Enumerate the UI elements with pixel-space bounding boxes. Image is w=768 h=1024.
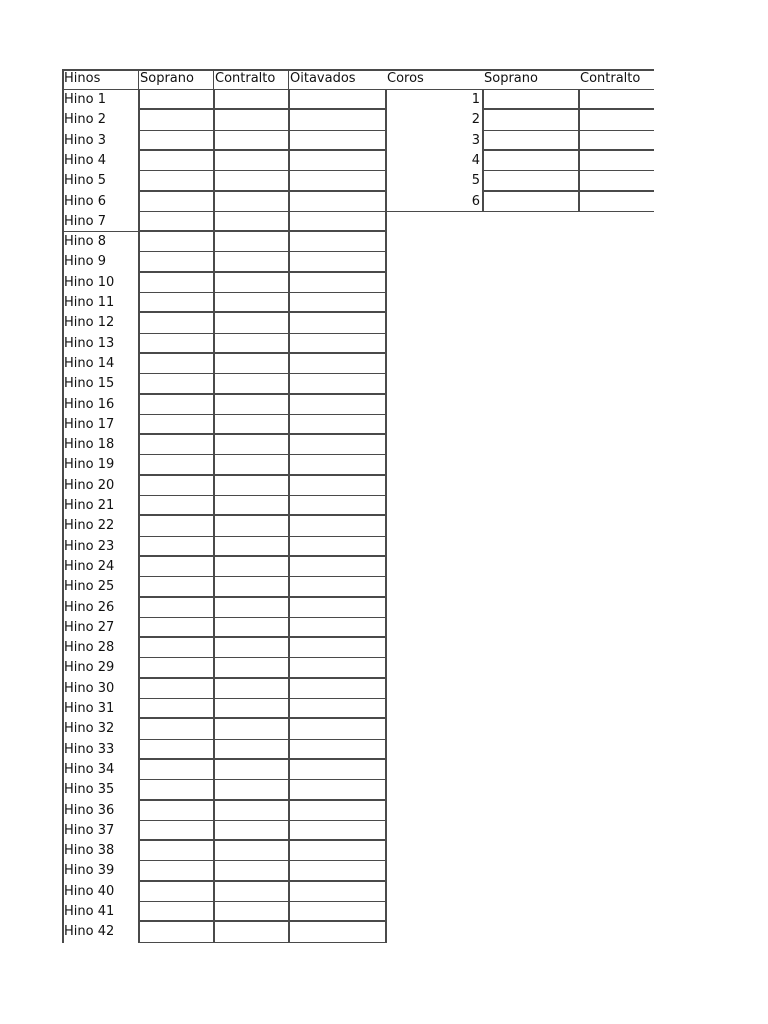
hino-contralto-cell[interactable] [213, 192, 288, 212]
hino-contralto-cell[interactable] [213, 374, 288, 394]
hino-soprano-cell[interactable] [138, 313, 213, 333]
hino-label: Hino 15 [64, 376, 115, 392]
hino-soprano-cell[interactable] [138, 212, 213, 232]
hino-oitavados-cell[interactable] [288, 131, 385, 151]
hino-contralto-cell[interactable] [213, 719, 288, 739]
hino-oitavados-cell[interactable] [288, 557, 385, 577]
hino-contralto-cell[interactable] [213, 638, 288, 658]
hino-contralto-cell[interactable] [213, 679, 288, 699]
coro-number: 1 [471, 92, 480, 107]
coro-number: 2 [471, 112, 480, 128]
hino-oitavados-cell[interactable] [288, 719, 385, 739]
hino-soprano-cell[interactable] [138, 252, 213, 272]
hino-oitavados-cell[interactable] [288, 577, 385, 597]
hino-label: Hino 11 [64, 295, 115, 310]
hino-label: Hino 34 [64, 761, 115, 777]
hino-soprano-cell[interactable] [138, 537, 213, 557]
hino-soprano-cell[interactable] [138, 374, 213, 394]
hino-contralto-cell[interactable] [213, 537, 288, 557]
hino-soprano-cell[interactable] [138, 476, 213, 496]
hino-contralto-cell[interactable] [213, 151, 288, 171]
hino-contralto-cell[interactable] [213, 415, 288, 435]
coro-number: 3 [471, 132, 480, 148]
hino-oitavados-cell[interactable] [288, 110, 385, 130]
hino-soprano-cell[interactable] [138, 171, 213, 191]
hino-contralto-cell[interactable] [213, 476, 288, 496]
hino-oitavados-cell[interactable] [288, 171, 385, 191]
hino-oitavados-cell[interactable] [288, 780, 385, 800]
hino-contralto-cell[interactable] [213, 273, 288, 293]
hino-label: Hino 38 [64, 843, 115, 859]
hino-label: Hino 42 [64, 924, 115, 940]
coro-contralto-cell[interactable] [578, 131, 654, 151]
hino-oitavados-cell[interactable] [288, 293, 385, 313]
hino-contralto-cell[interactable] [213, 395, 288, 415]
header-top-border [62, 69, 654, 71]
coros-header-2: Contralto [580, 71, 641, 86]
hino-oitavados-cell[interactable] [288, 882, 385, 902]
hino-oitavados-cell[interactable] [288, 313, 385, 333]
hino-contralto-cell[interactable] [213, 232, 288, 252]
hino-soprano-cell[interactable] [138, 577, 213, 597]
hino-soprano-cell[interactable] [138, 780, 213, 800]
hino-oitavados-cell[interactable] [288, 618, 385, 638]
hino-contralto-cell[interactable] [213, 334, 288, 354]
hinos-header-sep-2 [213, 69, 214, 90]
hino-contralto-cell[interactable] [213, 455, 288, 475]
coro-contralto-cell[interactable] [578, 192, 654, 212]
hino-soprano-cell[interactable] [138, 90, 213, 110]
hino-oitavados-cell[interactable] [288, 192, 385, 212]
hino-oitavados-cell[interactable] [288, 496, 385, 516]
hino-label: Hino 4 [64, 152, 106, 168]
hino-soprano-cell[interactable] [138, 293, 213, 313]
hino-soprano-cell[interactable] [138, 719, 213, 739]
hino-contralto-cell[interactable] [213, 110, 288, 130]
coro-soprano-cell[interactable] [482, 131, 578, 151]
hinos-header-3: Oitavados [290, 71, 356, 86]
hino-oitavados-cell[interactable] [288, 273, 385, 293]
hino-oitavados-cell[interactable] [288, 476, 385, 496]
hino-oitavados-cell[interactable] [288, 760, 385, 780]
spreadsheet [62, 69, 654, 947]
coros-header-1: Soprano [484, 71, 538, 86]
hino-contralto-cell[interactable] [213, 658, 288, 678]
hino-label: Hino 40 [64, 883, 115, 899]
hino-label: Hino 41 [64, 904, 115, 919]
hino-oitavados-cell[interactable] [288, 90, 385, 110]
hino-soprano-cell[interactable] [138, 679, 213, 699]
coro-number: 5 [471, 173, 480, 189]
hino-oitavados-cell[interactable] [288, 658, 385, 678]
hino-oitavados-cell[interactable] [288, 902, 385, 922]
hino-soprano-cell[interactable] [138, 882, 213, 902]
coros-bottom-border [385, 211, 654, 212]
hino-label: Hino 13 [64, 335, 115, 351]
hino-soprano-cell[interactable] [138, 699, 213, 719]
hino-label: Hino 9 [64, 254, 106, 270]
hino-contralto-cell[interactable] [213, 354, 288, 374]
hino-soprano-cell[interactable] [138, 334, 213, 354]
hino-soprano-cell[interactable] [138, 395, 213, 415]
coros-header-0: Coros [387, 71, 424, 86]
hino-label: Hino 32 [64, 721, 115, 737]
coro-soprano-cell[interactable] [482, 151, 578, 171]
hino-label: Hino 3 [64, 132, 106, 148]
hino-contralto-cell[interactable] [213, 801, 288, 821]
hino-contralto-cell[interactable] [213, 212, 288, 232]
hino-label: Hino 20 [64, 477, 115, 493]
hinos-row-border [138, 942, 387, 943]
hino-label: Hino 28 [64, 640, 115, 656]
hino-label: Hino 5 [64, 173, 106, 189]
hino-oitavados-cell[interactable] [288, 598, 385, 618]
hino-soprano-cell[interactable] [138, 821, 213, 841]
hino-oitavados-cell[interactable] [288, 334, 385, 354]
hino-soprano-cell[interactable] [138, 658, 213, 678]
hino-oitavados-cell[interactable] [288, 861, 385, 881]
coro-contralto-cell[interactable] [578, 151, 654, 171]
hino-oitavados-cell[interactable] [288, 537, 385, 557]
hino-oitavados-cell[interactable] [288, 212, 385, 232]
hino-soprano-cell[interactable] [138, 455, 213, 475]
hino-soprano-cell[interactable] [138, 151, 213, 171]
hino-soprano-cell[interactable] [138, 902, 213, 922]
hino-contralto-cell[interactable] [213, 131, 288, 151]
hino-oitavados-cell[interactable] [288, 679, 385, 699]
hino-oitavados-cell[interactable] [288, 740, 385, 760]
hino-label: Hino 19 [64, 457, 115, 473]
hino-soprano-cell[interactable] [138, 110, 213, 130]
hino-soprano-cell[interactable] [138, 618, 213, 638]
hino-label: Hino 37 [64, 822, 115, 838]
hinos-header-1: Soprano [140, 71, 194, 86]
hino-label: Hino 22 [64, 518, 115, 534]
hino-label: Hino 31 [64, 701, 115, 716]
hino-oitavados-cell[interactable] [288, 801, 385, 821]
hino-label: Hino 2 [64, 112, 106, 128]
hino-label: Hino 39 [64, 863, 115, 879]
hino-contralto-cell[interactable] [213, 902, 288, 922]
hino-contralto-cell[interactable] [213, 557, 288, 577]
hino-oitavados-cell[interactable] [288, 699, 385, 719]
coro-contralto-cell[interactable] [578, 110, 654, 130]
hino-soprano-cell[interactable] [138, 435, 213, 455]
hino-contralto-cell[interactable] [213, 435, 288, 455]
hino-soprano-cell[interactable] [138, 598, 213, 618]
hino-oitavados-cell[interactable] [288, 232, 385, 252]
hino-contralto-cell[interactable] [213, 882, 288, 902]
hino-soprano-cell[interactable] [138, 232, 213, 252]
hino-label: Hino 1 [64, 92, 106, 107]
hino-soprano-cell[interactable] [138, 496, 213, 516]
coro-soprano-cell[interactable] [482, 110, 578, 130]
hino-label: Hino 23 [64, 538, 115, 554]
hino-contralto-cell[interactable] [213, 780, 288, 800]
hino-soprano-cell[interactable] [138, 415, 213, 435]
hino-contralto-cell[interactable] [213, 171, 288, 191]
hino-oitavados-cell[interactable] [288, 922, 385, 942]
hinos-col-e [385, 90, 387, 943]
hino-contralto-cell[interactable] [213, 293, 288, 313]
hino-contralto-cell[interactable] [213, 516, 288, 536]
hino-oitavados-cell[interactable] [288, 415, 385, 435]
hino-soprano-cell[interactable] [138, 354, 213, 374]
hino-oitavados-cell[interactable] [288, 516, 385, 536]
hino-contralto-cell[interactable] [213, 90, 288, 110]
hino-contralto-cell[interactable] [213, 841, 288, 861]
hino-label: Hino 29 [64, 660, 115, 676]
hino-soprano-cell[interactable] [138, 638, 213, 658]
hino-label: Hino 26 [64, 599, 115, 615]
hino-oitavados-cell[interactable] [288, 151, 385, 171]
hino-label: Hino 14 [64, 355, 115, 371]
hino-contralto-cell[interactable] [213, 922, 288, 942]
coro-soprano-cell[interactable] [482, 171, 578, 191]
coro-contralto-cell[interactable] [578, 171, 654, 191]
hinos-header-0: Hinos [64, 71, 101, 86]
hinos-header-sep-1 [138, 69, 139, 90]
hino-label: Hino 10 [64, 274, 115, 290]
hino-oitavados-cell[interactable] [288, 638, 385, 658]
hino-label: Hino 16 [64, 396, 115, 412]
hino-soprano-cell[interactable] [138, 861, 213, 881]
hinos-header-2: Contralto [215, 71, 276, 86]
hino-label: Hino 18 [64, 437, 115, 453]
coro-contralto-cell[interactable] [578, 90, 654, 110]
hino-label: Hino 36 [64, 802, 115, 818]
hinos-header-sep-3 [288, 69, 289, 90]
hino-oitavados-cell[interactable] [288, 435, 385, 455]
hino-oitavados-cell[interactable] [288, 354, 385, 374]
hino-oitavados-cell[interactable] [288, 841, 385, 861]
hino-contralto-cell[interactable] [213, 577, 288, 597]
hino-soprano-cell[interactable] [138, 841, 213, 861]
hino-contralto-cell[interactable] [213, 760, 288, 780]
hino-contralto-cell[interactable] [213, 598, 288, 618]
hino-label: Hino 17 [64, 416, 115, 432]
hino-oitavados-cell[interactable] [288, 821, 385, 841]
hino-contralto-cell[interactable] [213, 740, 288, 760]
hino-oitavados-cell[interactable] [288, 252, 385, 272]
hino-contralto-cell[interactable] [213, 313, 288, 333]
hino-soprano-cell[interactable] [138, 516, 213, 536]
hino-soprano-cell[interactable] [138, 273, 213, 293]
coro-number: 6 [471, 193, 480, 209]
hino-label: Hino 33 [64, 741, 115, 757]
hino-label: Hino 35 [64, 782, 115, 798]
hino-soprano-cell[interactable] [138, 922, 213, 942]
hino-contralto-cell[interactable] [213, 821, 288, 841]
hino-soprano-cell[interactable] [138, 740, 213, 760]
hino-contralto-cell[interactable] [213, 861, 288, 881]
hino-label: Hino 25 [64, 579, 115, 595]
hino-contralto-cell[interactable] [213, 252, 288, 272]
hino-oitavados-cell[interactable] [288, 395, 385, 415]
hino-label: Hino 30 [64, 680, 115, 696]
hino-soprano-cell[interactable] [138, 131, 213, 151]
hino-oitavados-cell[interactable] [288, 455, 385, 475]
hino-contralto-cell[interactable] [213, 496, 288, 516]
hino7-separator [62, 231, 138, 232]
coro-soprano-cell[interactable] [482, 90, 578, 110]
hino-label: Hino 24 [64, 558, 115, 574]
hino-label: Hino 27 [64, 619, 115, 635]
hino-soprano-cell[interactable] [138, 557, 213, 577]
hino-contralto-cell[interactable] [213, 699, 288, 719]
hino-label: Hino 21 [64, 498, 115, 513]
hino-soprano-cell[interactable] [138, 760, 213, 780]
coro-number: 4 [471, 152, 480, 168]
coro-soprano-cell[interactable] [482, 192, 578, 212]
hino-contralto-cell[interactable] [213, 618, 288, 638]
hino-soprano-cell[interactable] [138, 801, 213, 821]
hino-oitavados-cell[interactable] [288, 374, 385, 394]
hino-label: Hino 8 [64, 234, 106, 250]
hino-label: Hino 6 [64, 193, 106, 209]
hino-soprano-cell[interactable] [138, 192, 213, 212]
hino-label: Hino 7 [64, 213, 106, 229]
hino-label: Hino 12 [64, 315, 115, 331]
